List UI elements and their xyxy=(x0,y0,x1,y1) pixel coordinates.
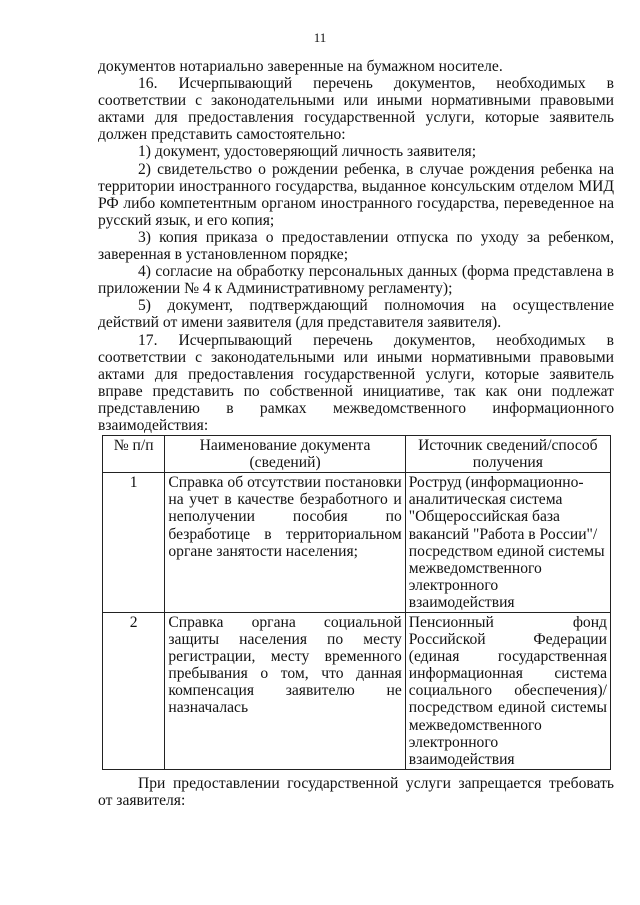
list-item: 1) документ, удостоверяющий личность заявителя; xyxy=(138,143,477,161)
document-source: Роструд (информационно-аналитическая система "Общероссийская база вакансий "Работа в России"/посредством единой системы межведомственного электронного взаимодействия xyxy=(405,473,610,613)
document-name: Справка органа социальной защиты населения по месту регистрации, месту временного пребывания о том, что данная компенсация заявителю не назначалась xyxy=(165,613,405,770)
list-item: 4) согласие на обработку персональных данных (форма представлена в приложении № 4 к Административному регламенту); xyxy=(98,263,614,298)
documents-table xyxy=(102,435,611,770)
table-header-row xyxy=(103,436,611,473)
column-header-document-name: Наименование документа (сведений) xyxy=(165,436,405,473)
column-header-number: № п/п xyxy=(103,436,165,473)
paragraph: 17. Исчерпывающий перечень документов, необходимых в соответствии с законодательными или иными нормативными правовыми актами для предоставления государственной услуги, которые заявитель вправе представить по собственной инициативе, так как они подлежат представлению в рамках межведомственного информационного взаимодействия: xyxy=(98,331,614,434)
table-row xyxy=(103,613,611,770)
paragraph: При предоставлении государственной услуги запрещается требовать от заявителя: xyxy=(98,774,614,809)
list-item: 3) копия приказа о предоставлении отпуска по уходу за ребенком, заверенная в установленном порядке; xyxy=(98,228,614,264)
document-source: Пенсионный фонд Российской Федерации (единая государственная информационная система социального обеспечения)/посредством единой системы межведомственного электронного взаимодействия xyxy=(405,613,610,770)
table-row xyxy=(103,473,611,613)
page-number: 11 xyxy=(313,30,327,45)
paragraph: 16. Исчерпывающий перечень документов, необходимых в соответствии с законодательными или иными нормативными правовыми актами для предоставления государственной услуги, которые заявитель должен представить самостоятельно: xyxy=(98,75,614,144)
paragraph: документов нотариально заверенные на бумажном носителе. xyxy=(98,58,503,75)
list-item: 5) документ, подтверждающий полномочия на осуществление действий от имени заявителя (для представителя заявителя). xyxy=(98,297,614,332)
document-name: Справка об отсутствии постановки на учет в качестве безработного и неполучении пособия по безработице в территориальном органе занятости населения; xyxy=(165,473,405,613)
list-item: 2) свидетельство о рождении ребенка, в случае рождения ребенка на территории иностранного государства, выданное консульским отделом МИД РФ либо компетентным органом иностранного государства, переведенное на русский язык, и его копия; xyxy=(98,160,614,229)
row-number: 1 xyxy=(103,473,165,613)
column-header-source: Источник сведений/способ получения xyxy=(405,436,610,473)
row-number: 2 xyxy=(103,613,165,770)
document-body xyxy=(98,58,614,809)
